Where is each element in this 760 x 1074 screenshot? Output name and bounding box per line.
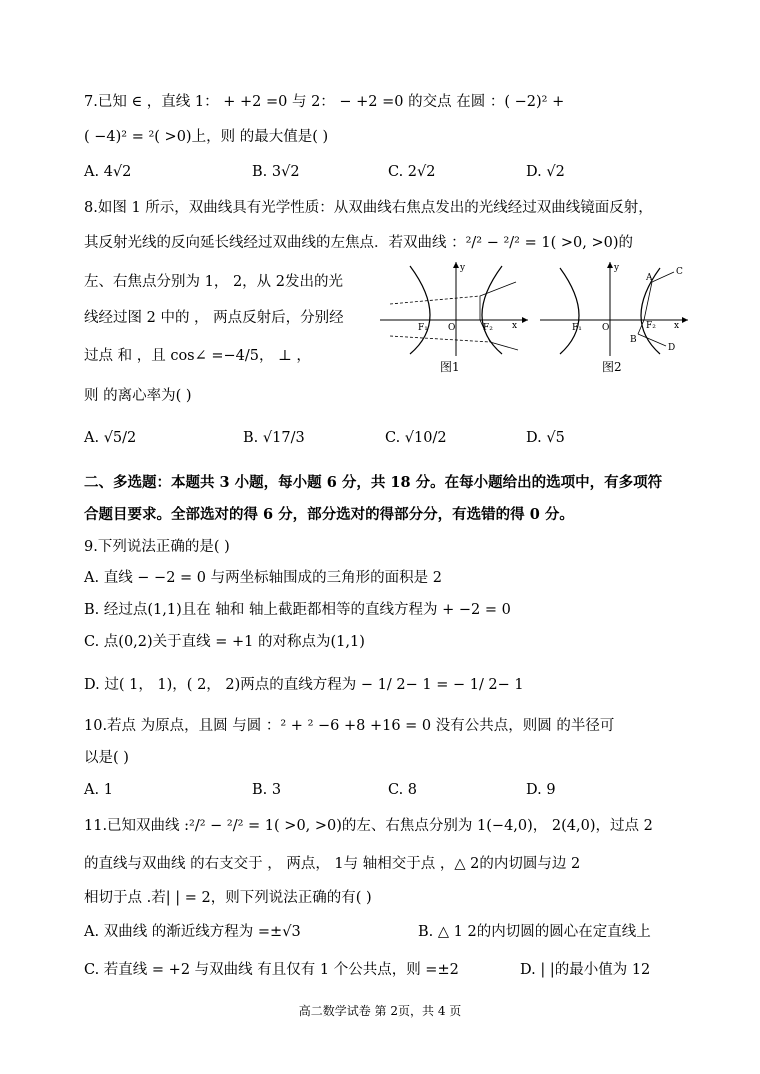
svg-text:C: C	[676, 267, 683, 277]
svg-text:x: x	[674, 321, 680, 331]
q11-option-c: C. 若直线 = +2 与双曲线 有且仅有 1 个公共点，则 =±2	[84, 962, 459, 978]
q8-line5: 过点 和 ，且 cos∠ =−4/5， ⊥ ，	[84, 348, 311, 364]
svg-text:y: y	[460, 263, 466, 273]
q10-option-d: D. 9	[526, 782, 556, 798]
svg-text:F₁: F₁	[572, 323, 582, 333]
q8-option-c: C. √10/2	[385, 430, 447, 446]
svg-text:F₁: F₁	[418, 323, 428, 333]
svg-text:O: O	[448, 323, 456, 333]
q8-option-b: B. √17/3	[243, 430, 305, 446]
q8-line4: 线经过图 2 中的 ， 两点反射后，分别经	[84, 310, 344, 326]
q11-line3: 相切于点 .若| | = 2，则下列说法正确的有( )	[84, 890, 372, 906]
q8-line3: 左、右焦点分别为 1， 2，从 2发出的光	[84, 274, 344, 290]
q8-line2: 其反射光线的反向延长线经过双曲线的左焦点．若双曲线 ：²/² − ²/² = 1( >0, >0)的	[84, 235, 633, 251]
section2-heading-line1: 二、多选题：本题共 3 小题，每小题 6 分，共 18 分。在每小题给出的选项中，有多项符	[84, 474, 663, 491]
svg-text:O: O	[602, 323, 610, 333]
q11-line1: 11.已知双曲线 :²/² − ²/² = 1( >0, >0)的左、右焦点分别为 1(−4,0)， 2(4,0)，过点 2	[84, 818, 653, 834]
q9-option-d: D. 过( 1， 1)，( 2， 2)两点的直线方程为 − 1/ 2− 1 = − 1/ 2− 1	[84, 677, 524, 693]
q7-line1: 7.已知 ∈ ，直线 1： + +2 =0 与 2： − +2 =0 的交点 在圆 ：( −2)² +	[84, 94, 565, 110]
svg-text:A: A	[646, 273, 653, 283]
section2-heading-line2: 合题目要求。全部选对的得 6 分，部分选对的得部分分，有选错的得 0 分。	[84, 506, 574, 523]
svg-text:x: x	[512, 321, 518, 331]
q11-option-b: B. △ 1 2的内切圆的圆心在定直线上	[418, 924, 651, 940]
figure-1-hyperbola	[380, 258, 530, 358]
q10-option-b: B. 3	[252, 782, 282, 798]
svg-text:y: y	[614, 263, 620, 273]
q7-line2: ( −4)² = ²( >0)上，则 的最大值是( )	[84, 129, 329, 145]
q11-option-d: D. | |的最小值为 12	[520, 962, 651, 978]
q9-option-a: A. 直线 − −2 = 0 与两坐标轴围成的三角形的面积是 2	[84, 570, 442, 586]
q9-stem: 9.下列说法正确的是( )	[84, 539, 230, 555]
q10-line1: 10.若点 为原点，且圆 与圆 ：² + ² −6 +8 +16 = 0 没有公共点，则圆 的半径可	[84, 718, 615, 734]
svg-text:F₂: F₂	[483, 323, 493, 333]
q9-option-c: C. 点(0,2)关于直线 = +1 的对称点为(1,1)	[84, 634, 365, 650]
svg-text:F₂: F₂	[646, 321, 656, 331]
q7-option-b: B. 3√2	[252, 164, 300, 180]
figure-1-label: 图1	[440, 360, 460, 374]
page-footer: 高二数学试卷 第 2页，共 4 页	[298, 1004, 462, 1018]
q11-option-a: A. 双曲线 的渐近线方程为 =±√3	[84, 924, 301, 940]
q11-line2: 的直线与双曲线 的右支交于 ， 两点， 1与 轴相交于点 ，△ 2的内切圆与边 2	[84, 856, 581, 872]
q7-option-d: D. √2	[526, 164, 565, 180]
figure-2-label: 图2	[602, 360, 622, 374]
q7-option-c: C. 2√2	[388, 164, 436, 180]
svg-text:B: B	[630, 335, 637, 345]
q8-line1: 8.如图 1 所示，双曲线具有光学性质：从双曲线右焦点发出的光线经过双曲线镜面反射，	[84, 200, 653, 216]
q8-option-a: A. √5/2	[84, 430, 137, 446]
figure-2-hyperbola	[540, 258, 690, 358]
q10-option-a: A. 1	[84, 782, 113, 798]
q9-option-b: B. 经过点(1,1)且在 轴和 轴上截距都相等的直线方程为 + −2 = 0	[84, 602, 511, 618]
q10-line2: 以是( )	[84, 750, 129, 766]
q8-line6: 则 的离心率为( )	[84, 388, 192, 404]
q8-option-d: D. √5	[526, 430, 565, 446]
q10-option-c: C. 8	[388, 782, 418, 798]
q7-option-a: A. 4√2	[84, 164, 132, 180]
svg-text:D: D	[668, 343, 676, 353]
